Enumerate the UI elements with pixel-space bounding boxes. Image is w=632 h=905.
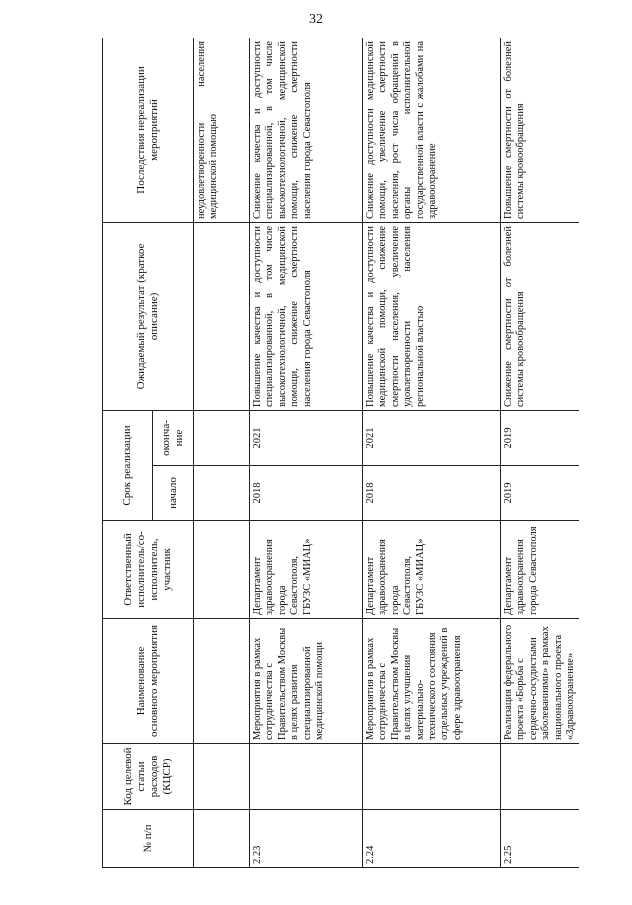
header-executor: Ответственный исполнитель/со-исполнитель, участник (103, 521, 194, 619)
header-consequences: Последствия нереализации мероприятий (103, 38, 194, 222)
cell-executor: Департамент здравоохранения города Севастополя, ГБУЗС «МИАЦ» (363, 521, 501, 619)
measures-table (102, 38, 579, 868)
cell-kcsr (250, 744, 363, 810)
header-end: оконча-ние (153, 410, 194, 465)
header-num: № п/п (103, 810, 194, 868)
rotated-page-content (102, 38, 579, 868)
cell-end: 2021 (250, 410, 363, 465)
cell-executor (194, 521, 250, 619)
header-row (103, 38, 153, 868)
cell-result: Повышение качества и доступности медицинской помощи, снижение смертности населения, увеличение удовлетворенности населения региональной властью (363, 222, 501, 410)
cell-name: Мероприятия в рамках сотрудничества с Правительством Москвы в целях улучшения материально-технического состояния отдельных учреждений в сфере здравоохранения (363, 619, 501, 744)
cell-end: 2019 (501, 410, 580, 465)
cell-start: 2018 (250, 466, 363, 521)
cell-name (194, 619, 250, 744)
cell-num: 2.25 (501, 810, 580, 868)
table-row (501, 38, 580, 868)
cell-consequences: неудовлетворенности населения медицинской помощью (194, 38, 250, 222)
header-result: Ожидаемый результат (краткое описание) (103, 222, 194, 410)
cell-name: Реализация федерального проекта «Борьба с сердечно-сосудистыми заболеваниями» в рамках национального проекта «Здравоохранение» (501, 619, 580, 744)
table-row (250, 38, 363, 868)
cell-executor: Департамент здравоохранения города Севастополя, ГБУЗС «МИАЦ» (250, 521, 363, 619)
header-name: Наименование основного мероприятия (103, 619, 194, 744)
table-rotator (102, 38, 579, 868)
cell-end: 2021 (363, 410, 501, 465)
cell-start: 2018 (363, 466, 501, 521)
page-number: 32 (309, 12, 323, 27)
cell-executor: Департамент здравоохранения города Севастополя (501, 521, 580, 619)
cell-consequences: Снижение качества и доступности специализированной, в том числе высокотехнологичной, медицинской помощи, снижение смертности населения города Севастополя (250, 38, 363, 222)
header-kcsr: Код целевой статьи расходов (КЦСР) (103, 744, 194, 810)
cell-kcsr (363, 744, 501, 810)
header-period: Срок реализации (103, 410, 153, 520)
cell-start: 2019 (501, 466, 580, 521)
cell-result: Повышение качества и доступности специализированной, в том числе высокотехнологичной, медицинской помощи, снижение смертности населения города Севастополя (250, 222, 363, 410)
cell-result (194, 222, 250, 410)
cell-name: Мероприятия в рамках сотрудничества с Правительством Москвы в целях развития специализированной медицинской помощи (250, 619, 363, 744)
cell-consequences: Снижение доступности медицинской помощи, увеличение смертности населения, рост числа обращений в органы исполнительной государственной власти с жалобами на здравоохранение (363, 38, 501, 222)
cell-num: 2.24 (363, 810, 501, 868)
cell-result: Снижение смертности от болезней системы кровообращения (501, 222, 580, 410)
table-row (194, 38, 250, 868)
cell-num (194, 810, 250, 868)
cell-num: 2.23 (250, 810, 363, 868)
table-row (363, 38, 501, 868)
cell-kcsr (194, 744, 250, 810)
cell-end (194, 410, 250, 465)
cell-start (194, 466, 250, 521)
header-start: начало (153, 466, 194, 521)
cell-consequences: Повышение смертности от болезней системы кровообращения (501, 38, 580, 222)
cell-kcsr (501, 744, 580, 810)
